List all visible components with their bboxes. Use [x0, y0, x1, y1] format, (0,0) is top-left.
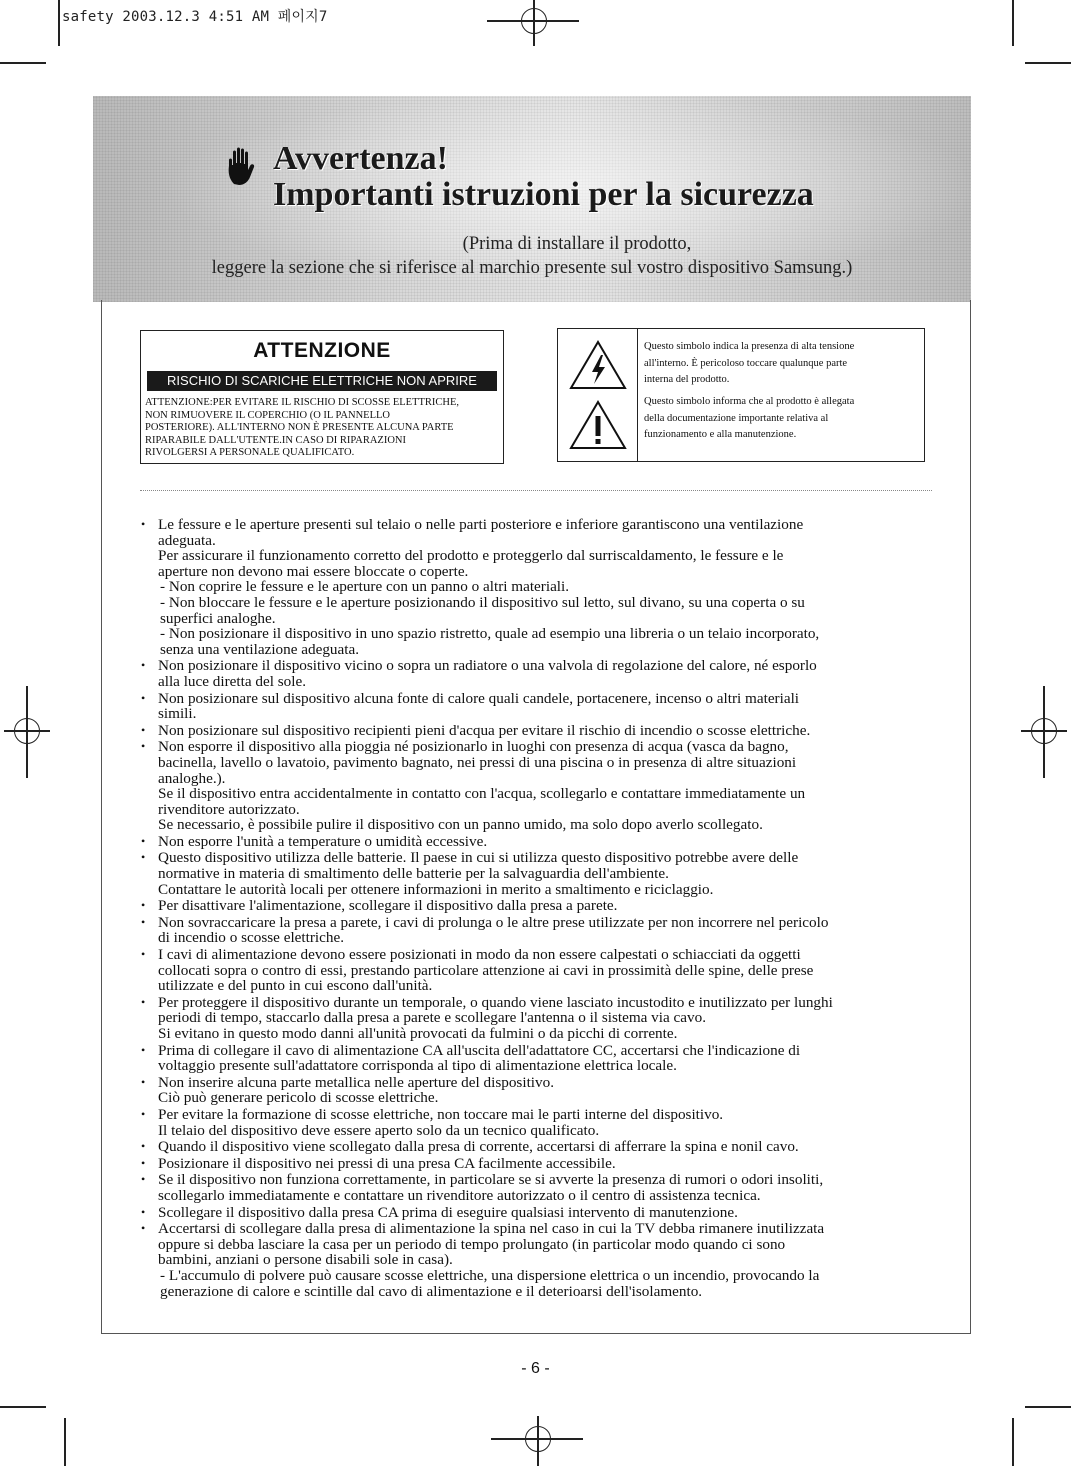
list-item-line: generazione di calore e scintille dal cavo di alimentazione e il deterioarsi dell'isolamento. — [160, 1282, 703, 1300]
banner-title-line2: Importanti istruzioni per la sicurezza — [273, 176, 814, 213]
list-item-line: • I cavi di alimentazione devono essere posizionati in modo da non essere calpestati o schiacciati da oggetti — [158, 946, 801, 964]
list-item-line: - L'accumulo di polvere può causare scosse elettriche, una dispersione elettrica o un incendio, provocando la — [160, 1266, 820, 1284]
list-item — [138, 658, 938, 689]
safety-instructions — [138, 517, 938, 1300]
list-item — [138, 1156, 938, 1172]
list-item-line: • Non esporre l'unità a temperature o umidità eccessive. — [158, 832, 488, 850]
crop-mark — [1025, 62, 1071, 64]
symbol-text-line: interna del prodotto. — [644, 374, 730, 385]
list-item — [138, 517, 938, 657]
list-item-line: • Per proteggere il dispositivo durante un temporale, o quando viene lasciato incustodito e inutilizzato per lunghi — [158, 993, 833, 1011]
list-item — [138, 947, 938, 994]
list-item-line: • Non posizionare sul dispositivo alcuna fonte di calore quali candele, portacenere, incenso o altri materiali — [158, 689, 800, 707]
list-item — [138, 834, 938, 850]
list-item-line: • Quando il dispositivo viene scollegato dalla presa di corrente, accertarsi di afferrare la spina e nonil cavo. — [158, 1138, 799, 1156]
registration-circle — [14, 718, 40, 744]
list-item-line: oppure si debba lasciare la casa per un periodo di tempo prolungato (in particolar modo quando ci sono — [158, 1235, 786, 1253]
list-item-line: • Non esporre il dispositivo alla pioggia né posizionarlo in luoghi con presenza di acqua (vasca da bagno, — [158, 738, 789, 756]
list-item-line: • Non posizionare il dispositivo vicino o sopra un radiatore o una valvola di regolazione del calore, né esporlo — [158, 657, 817, 675]
crop-mark — [0, 1406, 46, 1408]
list-item-line: Se necessario, è possibile pulire il dispositivo con un panno umido, ma solo dopo averlo scollegato. — [158, 816, 763, 834]
caution-line: RIVOLGERSI A PERSONALE QUALIFICATO. — [145, 447, 355, 458]
high-voltage-icon — [568, 339, 628, 391]
list-item-line: alla luce diretta del sole. — [158, 672, 307, 690]
caution-title: ATTENZIONE — [253, 339, 391, 362]
list-item — [138, 915, 938, 946]
list-item-line: bambini, anziani o persone disabili sole in casa). — [158, 1251, 453, 1269]
crop-mark — [0, 62, 46, 64]
list-item-line: periodi di tempo, staccarlo dalla presa a parete e scollegare l'antenna o il sistema via cavo. — [158, 1009, 706, 1027]
list-item-line: analoghe.). — [158, 769, 226, 787]
hand-stop-icon — [226, 146, 258, 186]
symbols-icons — [558, 329, 638, 461]
crop-mark — [1012, 0, 1014, 46]
list-item-line: voltaggio presente sull'adattatore corrisponda al tipo di alimentazione elettrica locale. — [158, 1057, 677, 1075]
list-item-line: • Non posizionare sul dispositivo recipienti pieni d'acqua per evitare il rischio di incendio o scosse elettriche. — [158, 721, 811, 739]
safety-banner — [93, 96, 971, 302]
list-item-line: di incendio o scosse elettriche. — [158, 929, 344, 947]
banner-subtitle-line2: leggere la sezione che si riferisce al marchio presente sul vostro dispositivo Samsung.) — [211, 258, 853, 278]
list-item-line: utilizzate e del punto in cui escono dall'unità. — [158, 977, 433, 995]
caution-warning-bar: RISCHIO DI SCARICHE ELETTRICHE NON APRIRE — [147, 371, 497, 391]
list-item-line: rivenditore autorizzato. — [158, 800, 300, 818]
crop-mark — [1025, 1406, 1071, 1408]
list-item-line: Per assicurare il funzionamento corretto del prodotto e proteggerlo dal surriscaldamento, le fessure e le — [158, 547, 784, 565]
list-item-line: Contattare le autorità locali per ottenere informazioni in merito a smaltimento e riciclaggio. — [158, 880, 714, 898]
list-item — [138, 1205, 938, 1221]
list-item — [138, 850, 938, 897]
crop-mark — [1012, 1418, 1014, 1466]
banner-title-line1: Avvertenza! — [273, 140, 448, 177]
caution-text — [145, 397, 499, 460]
list-item-line: • Non sovraccaricare la presa a parete, i cavi di prolunga o le altre prese utilizzate per non incorrere nel pericolo — [158, 913, 829, 931]
list-item-line: Se il dispositivo entra accidentalmente in contatto con l'acqua, scollegarlo e contattare immediatamente un — [158, 785, 806, 803]
symbol-text-line: all'interno. È pericoloso toccare qualunque parte — [644, 357, 848, 369]
list-item-line: Ciò può generare pericolo di scosse elettriche. — [158, 1089, 439, 1107]
list-item-line: adeguata. — [158, 531, 216, 549]
list-item-line: - Non coprire le fessure e le aperture con un panno o altri materiali. — [160, 578, 570, 596]
list-item-line: • Posizionare il dispositivo nei pressi di una presa CA facilmente accessibile. — [158, 1154, 616, 1172]
list-item — [138, 995, 938, 1042]
registration-circle — [1031, 718, 1057, 744]
list-item-line: - Non posizionare il dispositivo in uno spazio ristretto, quale ad esempio una libreria o un telaio incorporato, — [160, 625, 820, 643]
exclamation-warning-icon — [568, 399, 628, 451]
list-item-line: • Se il dispositivo non funziona correttamente, in particolare se si avverte la presenza di rumori o odori insoliti, — [158, 1171, 824, 1189]
list-item-line: collocati sopra o contro di essi, prestando particolare attenzione ai cavi in prossimità delle spine, delle prese — [158, 961, 814, 979]
caution-line: NON RIMUOVERE IL COPERCHIO (O IL PANNELLO — [145, 409, 390, 421]
symbol-text-line: Questo simbolo informa che al prodotto è allegata — [644, 396, 855, 407]
dotted-divider — [140, 490, 932, 491]
print-slug: safety 2003.12.3 4:51 AM 페이지7 — [62, 9, 328, 25]
list-item-line: - Non bloccare le fessure e le aperture posizionando il dispositivo sul letto, sul divano, su una coperta o su — [160, 593, 805, 611]
list-item-line: • Prima di collegare il cavo di alimentazione CA all'uscita dell'adattatore CC, accertarsi che l'indicazione di — [158, 1041, 801, 1059]
list-item-line: scollegarlo immediatamente e contattare un rivenditore autorizzato o il centro di assistenza tecnica. — [158, 1186, 761, 1204]
high-voltage-description — [644, 339, 920, 389]
list-item-line: Si evitano in questo modo danni all'unità provocati da fulmini o da picchi di corrente. — [158, 1025, 678, 1042]
symbol-text-line: funzionamento e alla manutenzione. — [644, 429, 797, 440]
list-item-line: • Per evitare la formazione di scosse elettriche, non toccare mai le parti interne del dispositivo. — [158, 1105, 724, 1123]
list-item-line: • Accertarsi di scollegare dalla presa di alimentazione la spina nel caso in cui la TV debba rimanere inutilizzata — [158, 1220, 825, 1238]
list-item-line: • Le fessure e le aperture presenti sul telaio o nelle parti posteriore e inferiore garantiscono una ventilazione — [158, 516, 804, 533]
list-item — [138, 1107, 938, 1138]
caution-line: ATTENZIONE:PER EVITARE IL RISCHIO DI SCOSSE ELETTRICHE, — [145, 397, 460, 408]
banner-subtitle-line1: (Prima di installare il prodotto, — [462, 234, 692, 254]
list-item-line: • Questo dispositivo utilizza delle batterie. Il paese in cui si utilizza questo dispositivo potrebbe avere delle — [158, 849, 799, 867]
list-item — [138, 691, 938, 722]
registration-circle — [521, 8, 547, 34]
list-item — [138, 1172, 938, 1203]
documentation-description — [644, 394, 920, 444]
list-item-line: superfici analoghe. — [160, 609, 276, 627]
page-number: - 6 - — [521, 1360, 550, 1377]
registration-circle — [525, 1426, 551, 1452]
instructions-list — [138, 517, 938, 1299]
list-item-line: senza una ventilazione adeguata. — [160, 640, 360, 658]
list-item-line: simili. — [158, 705, 197, 723]
list-item-line: aperture non devono mai essere bloccate o coperte. — [158, 562, 469, 580]
list-item — [138, 1221, 938, 1299]
list-item — [138, 739, 938, 833]
crop-mark — [58, 0, 60, 46]
list-item-line: • Scollegare il dispositivo dalla presa CA prima di eseguire qualsiasi intervento di manutenzione. — [158, 1203, 738, 1221]
list-item — [138, 898, 938, 914]
symbol-text-line: della documentazione importante relativa al — [644, 412, 829, 424]
caution-line: RIPARABILE DALL'UTENTE.IN CASO DI RIPARAZIONI — [145, 434, 406, 446]
list-item — [138, 723, 938, 739]
list-item-line: normative in materia di smaltimento delle batterie per la salvaguardia dell'ambiente. — [158, 865, 669, 883]
list-item-line: • Per disattivare l'alimentazione, scollegare il dispositivo dalla presa a parete. — [158, 897, 618, 915]
crop-mark — [64, 1418, 66, 1466]
symbols-legend — [557, 328, 925, 462]
list-item — [138, 1075, 938, 1106]
list-item-line: Il telaio del dispositivo deve essere aperto solo da un tecnico qualificato. — [158, 1121, 600, 1139]
caution-label — [140, 330, 504, 464]
caution-line: POSTERIORE). ALL'INTERNO NON È PRESENTE ALCUNA PARTE — [145, 422, 454, 433]
list-item — [138, 1043, 938, 1074]
list-item-line: • Non inserire alcuna parte metallica nelle aperture del dispositivo. — [158, 1073, 554, 1091]
list-item — [138, 1139, 938, 1155]
list-item-line: bacinella, lavello o lavatoio, pavimento bagnato, nei pressi di una piscina o in presenza di altre situazioni — [158, 753, 797, 771]
symbol-text-line: Questo simbolo indica la presenza di alta tensione — [644, 341, 855, 352]
